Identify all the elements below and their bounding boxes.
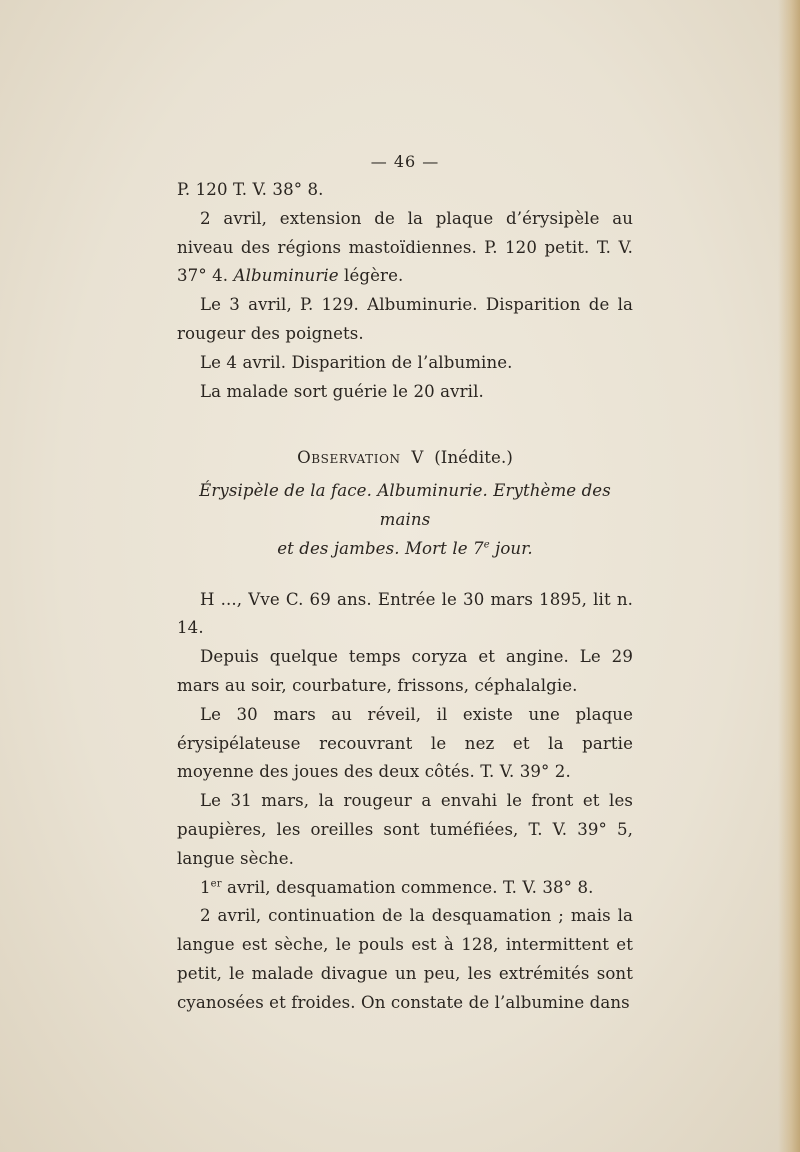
observation-number: V [411,448,424,468]
spacer [177,406,633,444]
paragraph-patient-entry: H ..., Vve C. 69 ans. Entrée le 30 mars 1895, lit n. 14. [177,589,633,638]
spacer [177,564,633,586]
page-number: — 46 — [370,152,440,171]
paragraph-april-3: Le 3 avril, P. 129. Albuminurie. Disparition de la rougeur des poignets. [177,295,633,343]
paragraph-discharge: La malade sort guérie le 20 avril. [200,381,484,401]
paragraph-pulse-temp: P. 120 T. V. 38° 8. [177,180,324,199]
paragraph-april-4: Le 4 avril. Disparition de l’albumine. [200,352,513,372]
observation-subtitle-line2: et des jambes. Mort le 7e jour. [277,538,533,558]
observation-label: Observation [297,448,401,468]
document-body [177,150,633,1018]
paragraph-april-2: 2 avril, extension de la plaque d’érysipèle au niveau des régions mastoïdiennes. P. 120 petit. T. V. 37° 4. Albuminurie légère. [177,208,633,286]
observation-note: (Inédite.) [434,448,513,468]
paragraph-history: Depuis quelque temps coryza et angine. Le 29 mars au soir, courbature, frissons, céphalalgie. [177,647,633,695]
observation-subtitle-line1: Érysipèle de la face. Albuminurie. Erythème des mains [199,481,611,529]
paragraph-april-2-continuation: 2 avril, continuation de la desquamation ; mais la langue est sèche, le pouls est à 128, intermittent et petit, le malade divague un peu, les extrémités sont cyanosées et froides. On constate de l’albumine dans [177,906,633,1012]
observation-heading [177,444,633,473]
page-edge-stain [778,0,800,1152]
paragraph-march-30: Le 30 mars au réveil, il existe une plaque érysipélateuse recouvrant le nez et la partie moyenne des joues des deux côtés. T. V. 39° 2. [177,704,633,782]
paragraph-april-1: 1er avril, desquamation commence. T. V. 38° 8. [200,877,594,897]
albuminurie-italic: Albuminurie [233,266,339,286]
paragraph-march-31: Le 31 mars, la rougeur a envahi le front et les paupières, les oreilles sont tuméfiées, T. V. 39° 5, langue sèche. [177,791,633,868]
